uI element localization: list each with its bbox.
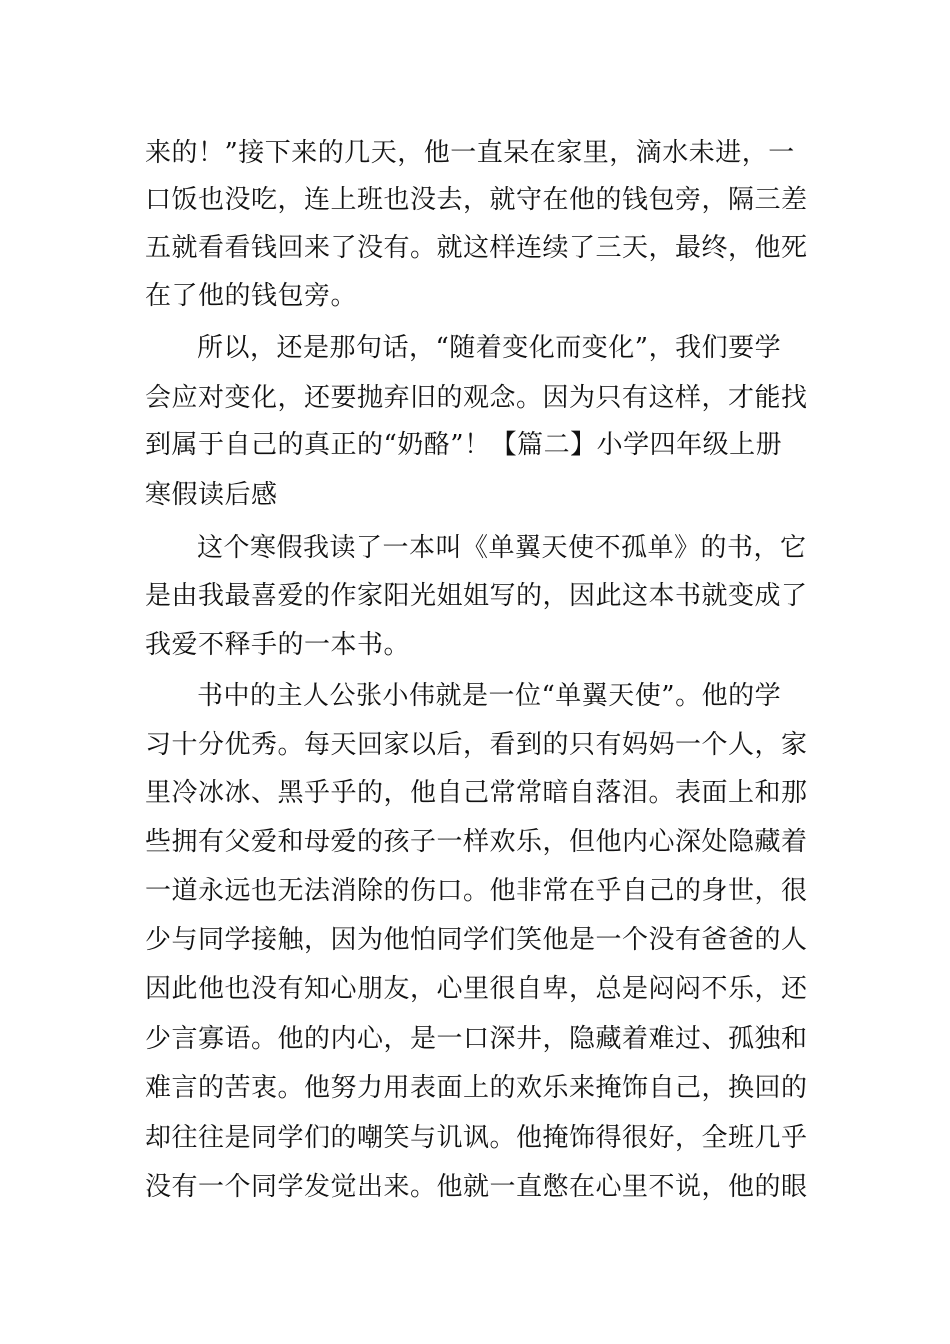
text-line: 因此他也没有知心朋友，心里很自卑，总是闷闷不乐，还	[145, 974, 808, 1004]
text-line: 在了他的钱包旁。	[145, 281, 358, 311]
text-line: 些拥有父爱和母爱的孩子一样欢乐，但他内心深处隐藏着	[145, 827, 808, 857]
text-line: 到属于自己的真正的“奶酪”！【篇二】小学四年级上册	[145, 430, 783, 460]
text-line: 来的！”接下来的几天，他一直呆在家里，滴水未进，一	[145, 138, 795, 168]
text-line: 没有一个同学发觉出来。他就一直憋在心里不说，他的眼	[145, 1172, 808, 1202]
text-line: 难言的苦衷。他努力用表面上的欢乐来掩饰自己，换回的	[145, 1073, 808, 1103]
text-line: 是由我最喜爱的作家阳光姐姐写的，因此这本书就变成了	[145, 581, 808, 611]
text-line: 我爱不释手的一本书。	[145, 630, 411, 660]
text-line: 习十分优秀。每天回家以后，看到的只有妈妈一个人，家	[145, 730, 808, 760]
text-line: 一道永远也无法消除的伤口。他非常在乎自己的身世，很	[145, 876, 808, 906]
text-line: 里冷冰冰、黑乎乎的，他自己常常暗自落泪。表面上和那	[145, 778, 808, 808]
text-line: 却往往是同学们的嘲笑与讥讽。他掩饰得很好，全班几乎	[145, 1123, 808, 1153]
section-title-line: 寒假读后感	[145, 480, 278, 510]
text-line: 五就看看钱回来了没有。就这样连续了三天，最终，他死	[145, 233, 808, 263]
text-line: 少与同学接触，因为他怕同学们笑他是一个没有爸爸的人	[145, 925, 808, 955]
paragraph-start-line: 书中的主人公张小伟就是一位“单翼天使”。他的学	[197, 681, 782, 711]
text-line: 少言寡语。他的内心，是一口深井，隐藏着难过、孤独和	[145, 1024, 808, 1054]
text-line: 会应对变化，还要抛弃旧的观念。因为只有这样，才能找	[145, 383, 808, 413]
paragraph-start-line: 所以，还是那句话，“随着变化而变化”，我们要学	[197, 333, 782, 363]
paragraph-start-line: 这个寒假我读了一本叫《单翼天使不孤单》的书，它	[197, 533, 807, 563]
text-line: 口饭也没吃，连上班也没去，就守在他的钱包旁，隔三差	[145, 185, 808, 215]
